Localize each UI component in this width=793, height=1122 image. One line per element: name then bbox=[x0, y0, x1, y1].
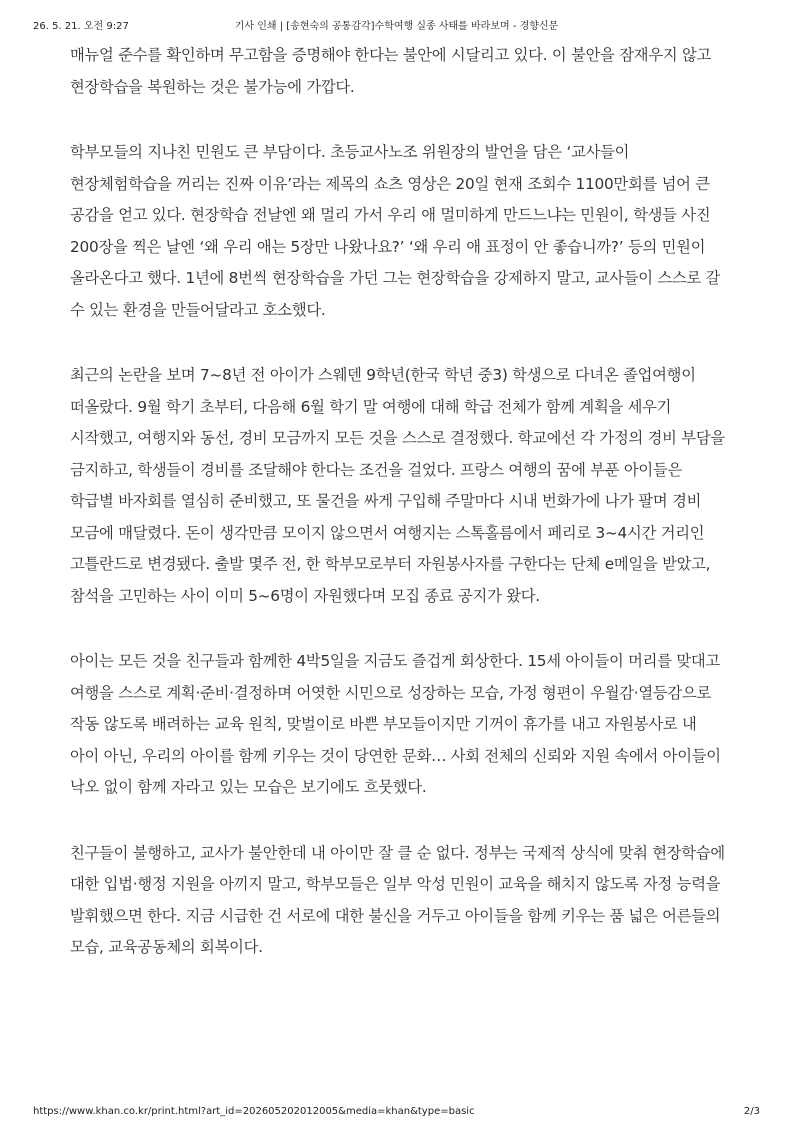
print-header bbox=[33, 19, 760, 35]
article-body bbox=[70, 40, 725, 998]
article-paragraph: 친구들이 불행하고, 교사가 불안한데 내 아이만 잘 클 순 없다. 정부는 국제적 상식에 맞춰 현장학습에 대한 입법·행정 지원을 아끼지 말고, 학부모들은 일부 악성 민원이 교육을 해치지 않도록 자정 능력을 발휘했으면 한다. 지금 시급한 건 서로에 대한 불신을 거두고 아이들을 함께 키우는 품 넓은 어른들의 모습, 교육공동체의 회복이다. bbox=[70, 843, 725, 956]
print-datetime: 26. 5. 21. 오전 9:27 bbox=[33, 21, 129, 32]
article-paragraph: 아이는 모든 것을 친구들과 함께한 4박5일을 지금도 즐겁게 회상한다. 15세 아이들이 머리를 맞대고 여행을 스스로 계획·준비·결정하며 어엿한 시민으로 성장하는 모습, 가정 형편이 우월감·열등감으로 작동 않도록 배려하는 교육 원칙, 맞벌이로 바쁜 부모들이지만 기꺼이 휴가를 내고 자원봉사로 내 아이 아닌, 우리의 아이를 함께 키우는 것이 당연한 문화… 사회 전체의 신뢰와 지원 속에서 아이들이 낙오 없이 함께 자라고 있는 모습은 보기에도 흐뭇했다. bbox=[70, 652, 721, 796]
article-paragraph: 학부모들의 지나친 민원도 큰 부담이다. 초등교사노조 위원장의 발언을 담은 ‘교사들이 현장체험학습을 꺼리는 진짜 이유’라는 제목의 쇼츠 영상은 20일 현재 조회수 1100만회를 넘어 큰 공감을 얻고 있다. 현장학습 전날엔 왜 멀리 가서 우리 애 멀미하게 만드느냐는 민원이, 학생들 사진 200장을 찍은 날엔 ‘왜 우리 애는 5장만 나왔나요?’ ‘왜 우리 애 표정이 안 좋습니까?’ 등의 민원이 올라온다고 했다. 1년에 8번씩 현장학습을 가던 그는 현장학습을 강제하지 말고, 교사들이 스스로 갈 수 있는 환경을 만들어달라고 호소했다. bbox=[70, 143, 721, 319]
article-paragraph: 최근의 논란을 보며 7~8년 전 아이가 스웨덴 9학년(한국 학년 중3) 학생으로 다녀온 졸업여행이 떠올랐다. 9월 학기 초부터, 다음해 6월 학기 말 여행에 대해 학급 전체가 함께 계획을 세우기 시작했고, 여행지와 동선, 경비 모금까지 모든 것을 스스로 결정했다. 학교에선 각 가정의 경비 부담을 금지하고, 학생들이 경비를 조달해야 한다는 조건을 걸었다. 프랑스 여행의 꿈에 부푼 아이들은 학급별 바자회를 열심히 준비했고, 또 물건을 싸게 구입해 주말마다 시내 번화가에 나가 팔며 경비 모금에 매달렸다. 돈이 생각만큼 모이지 않으면서 여행지는 스톡홀름에서 페리로 3~4시간 거리인 고틀란드로 변경됐다. 출발 몇주 전, 한 학부모로부터 자원봉사자를 구한다는 단체 e메일을 받았고, 참석을 고민하는 사이 이미 5~6명이 자원했다며 모집 종료 공지가 왔다. bbox=[70, 366, 725, 605]
article-paragraph: 매뉴얼 준수를 확인하며 무고함을 증명해야 한다는 불안에 시달리고 있다. 이 불안을 잠재우지 않고 현장학습을 복원하는 것은 불가능에 가깝다. bbox=[70, 46, 712, 96]
page-number: 2/3 bbox=[743, 1106, 760, 1117]
print-url: https://www.khan.co.kr/print.html?art_id=202605202012005&media=khan&type=basic bbox=[33, 1106, 475, 1117]
print-page-title: 기사 인쇄 | [송현숙의 공통감각]수학여행 실종 사태를 바라보며 - 경향신문 bbox=[234, 21, 559, 32]
print-footer bbox=[33, 1105, 760, 1119]
